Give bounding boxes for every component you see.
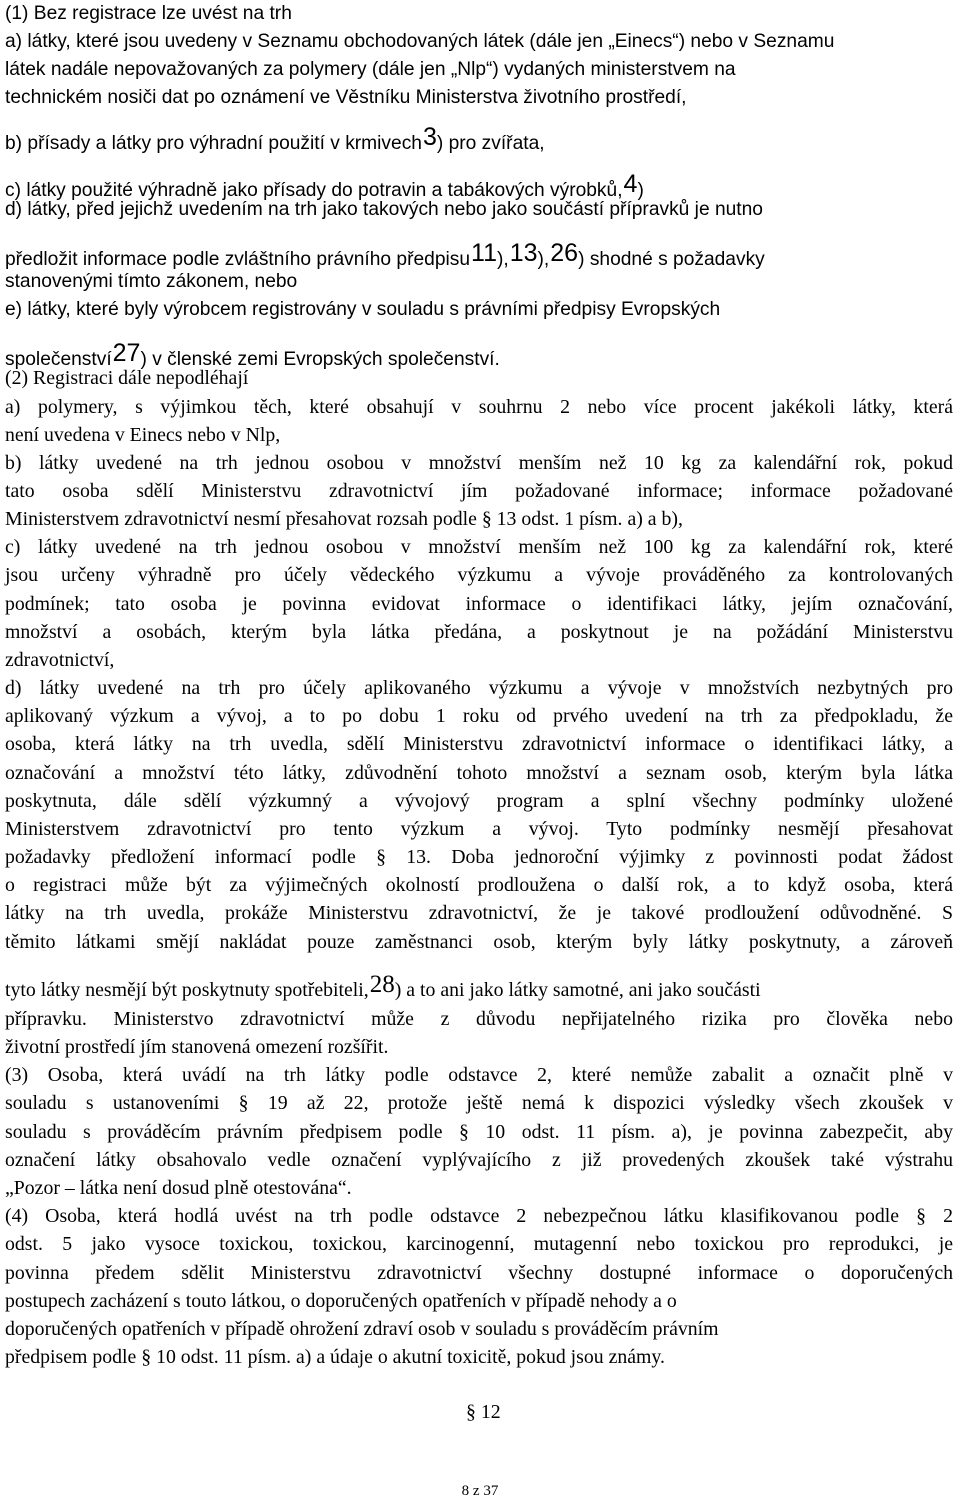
- text-line: povinna předem sdělit Ministerstvu zdravotnictví všechny dostupné informace o doporučených: [5, 1262, 953, 1284]
- text-segment: předložit informace podle zvláštního právního předpisu: [5, 249, 471, 270]
- section-2-heading: (2) Registraci dále nepodléhají: [5, 367, 249, 389]
- text-line: d) látky uvedené na trh pro účely aplikovaného výzkumu a vývoje v množstvích nezbytných pro: [5, 677, 953, 699]
- text-line: a) polymery, s výjimkou těch, které obsahují v souhrnu 2 nebo více procent jakékoli látky, která: [5, 396, 953, 418]
- text-segment: ) a to ani jako látky samotné, ani jako součásti: [394, 979, 761, 1001]
- text-segment: ) v členské zemi Evropských společenství.: [140, 349, 500, 370]
- section-heading: § 12: [466, 1401, 501, 1423]
- text-line: stanovenými tímto zákonem, nebo: [5, 271, 298, 292]
- text-line: c) látky uvedené na trh jednou osobou v množství menším než 100 kg za kalendářní rok, které: [5, 536, 953, 558]
- footnote-ref: 11: [471, 239, 497, 267]
- text-line: látky na trh uvedla, prokáže Ministerstvu zdravotnictví, že je takové prodloužení odůvodněné. S: [5, 902, 953, 924]
- text-line: přípravku. Ministerstvo zdravotnictví může z důvodu nepřijatelného rizika pro člověka nebo: [5, 1008, 953, 1030]
- text-segment: b) přísady a látky pro výhradní použití v krmivech: [5, 133, 422, 154]
- footnote-ref: 13: [509, 239, 538, 267]
- text-line: látek nadále nepovažovaných za polymery (dále jen „Nlp“) vydaných ministerstvem na: [5, 59, 736, 80]
- section-3-heading: (3) Osoba, která uvádí na trh látky podle odstavce 2, které nemůže zabalit a označit plně v: [5, 1064, 953, 1086]
- footnote-ref: 4: [623, 170, 638, 198]
- section-1-heading: (1) Bez registrace lze uvést na trh: [5, 3, 292, 24]
- text-line: odst. 5 jako vysoce toxickou, toxickou, karcinogenní, mutagenní nebo toxickou pro reprodukci, je: [5, 1233, 953, 1255]
- text-line: poskytnuta, dále sdělí výzkumný a vývojový program a splní všechny podmínky uložené: [5, 790, 953, 812]
- footnote-ref: 27: [112, 339, 141, 367]
- text-line: [5, 341, 500, 369]
- text-line: tato osoba sdělí Ministerstvu zdravotnictví jím požadované informace; informace požadované: [5, 480, 953, 502]
- page-number: 8 z 37: [461, 1483, 499, 1499]
- text-line: „Pozor – látka není dosud plně otestována“.: [5, 1177, 352, 1199]
- text-line: jsou určeny výhradně pro účely vědeckého výzkumu a vývoje prováděného za kontrolovaných: [5, 564, 953, 586]
- text-line: není uvedena v Einecs nebo v Nlp,: [5, 424, 281, 446]
- text-line: a) látky, které jsou uvedeny v Seznamu obchodovaných látek (dále jen „Einecs“) nebo v Seznamu: [5, 31, 835, 52]
- text-line: těmito látkami smějí nakládat pouze zaměstnanci osob, kterým byly látky poskytnuty, a zároveň: [5, 931, 953, 953]
- text-line: [5, 172, 644, 200]
- text-line: životní prostředí jím stanovená omezení rozšířit.: [5, 1036, 389, 1058]
- text-line: označování a množství této látky, zdůvodnění tohoto množství a seznam osob, kterým byla látka: [5, 762, 953, 784]
- footnote-ref: 26: [550, 239, 579, 267]
- text-segment: c) látky použité výhradně jako přísady do potravin a tabákových výrobků,: [5, 180, 623, 201]
- text-line: souladu s prováděcím právním předpisem podle § 10 odst. 11 písm. a), je povinna zabezpečit, aby: [5, 1121, 953, 1143]
- section-4-heading: (4) Osoba, která hodlá uvést na trh podle odstavce 2 nebezpečnou látku klasifikovanou podle § 2: [5, 1205, 953, 1227]
- text-line: technickém nosiči dat po oznámení ve Věstníku Ministerstva životního prostředí,: [5, 87, 687, 108]
- text-line: zdravotnictví,: [5, 649, 115, 671]
- text-line: předpisem podle § 10 odst. 11 písm. a) a údaje o akutní toxicitě, pokud jsou známy.: [5, 1346, 665, 1368]
- text-line: o registraci může být za výjimečných okolností prodloužena o další rok, a to když osoba, která: [5, 874, 953, 896]
- footnote-ref: 3: [422, 123, 437, 151]
- text-segment: ): [637, 180, 644, 201]
- text-segment: ) pro zvířata,: [436, 133, 545, 154]
- text-line: podmínek; tato osoba je povinna evidovat informace o identifikaci látky, jejím označování,: [5, 593, 953, 615]
- text-line: označení látky obsahovalo vedle označení vyplývajícího z již provedených zkoušek také výstrahu: [5, 1149, 953, 1171]
- text-line: doporučených opatřeních v případě ohrožení zdraví osob v souladu s prováděcím právním: [5, 1318, 719, 1340]
- text-segment: ) shodné s požadavky: [578, 249, 765, 270]
- text-line: e) látky, které byly výrobcem registrovány v souladu s právními předpisy Evropských: [5, 299, 721, 320]
- text-line: požadavky předložení informací podle § 13. Doba jednoroční výjimky z povinnosti podat žádost: [5, 846, 953, 868]
- text-line: souladu s ustanoveními § 19 až 22, protože ještě nemá k dispozici výsledky všech zkoušek v: [5, 1092, 953, 1114]
- text-segment: tyto látky nesmějí být poskytnuty spotřebiteli,: [5, 979, 369, 1001]
- text-line: d) látky, před jejichž uvedením na trh jako takových nebo jako součástí přípravků je nutno: [5, 199, 763, 220]
- text-segment: ),: [537, 249, 550, 270]
- text-line: Ministerstvem zdravotnictví nesmí přesahovat rozsah podle § 13 odst. 1 písm. a) a b),: [5, 508, 683, 530]
- text-line: [5, 972, 761, 1001]
- footnote-ref: 28: [369, 971, 395, 998]
- text-line: b) látky uvedené na trh jednou osobou v množství menším než 10 kg za kalendářní rok, pokud: [5, 452, 953, 474]
- text-line: Ministerstvem zdravotnictví pro tento výzkum a vývoj. Tyto podmínky nesmějí přesahovat: [5, 818, 953, 840]
- text-line: množství a osobách, kterým byla látka předána, a poskytnout je na požádání Ministerstvu: [5, 621, 953, 643]
- text-segment: společenství: [5, 349, 112, 370]
- text-line: osoba, která látky na trh uvedla, sdělí Ministerstvu zdravotnictví informace o identifikaci látky, a: [5, 733, 953, 755]
- text-segment: ),: [497, 249, 509, 270]
- text-line: [5, 241, 765, 269]
- text-line: aplikovaný výzkum a vývoj, a to po dobu 1 roku od prvého uvedení na trh za předpokladu, že: [5, 705, 953, 727]
- text-line: postupech zacházení s touto látkou, o doporučených opatřeních v případě nehody a o: [5, 1290, 677, 1312]
- text-line: [5, 125, 545, 153]
